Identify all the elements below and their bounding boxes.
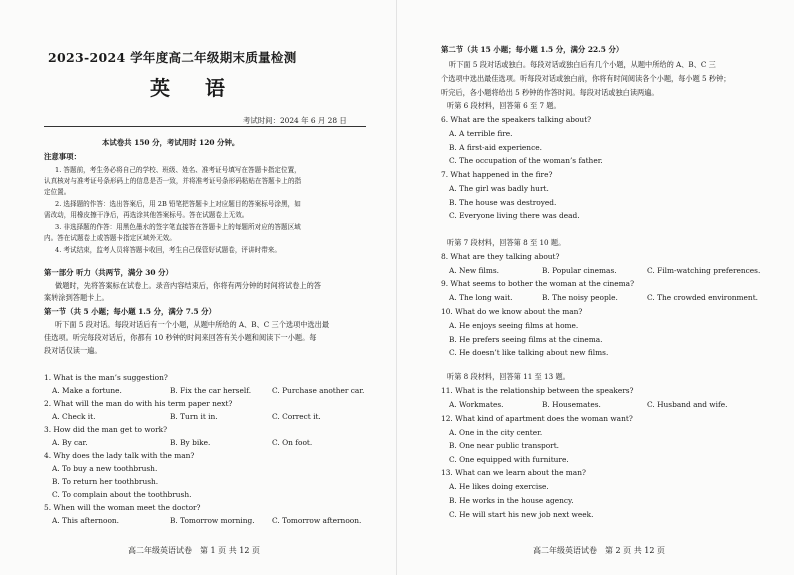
option-a: A. To buy a new toothbrush. xyxy=(52,464,158,473)
option-c: C. Husband and wife. xyxy=(647,400,728,409)
option-c: C. The crowded environment. xyxy=(647,293,759,302)
section2-intro-line: 听下面 5 段对话或独白。每段对话或独白后有几个小题，从题中所给的 A、B、C 三 xyxy=(449,60,716,69)
question-stem: 9. What seems to bother the woman at the cinema? xyxy=(441,279,635,288)
option-c: C. To complain about the toothbrush. xyxy=(52,490,192,499)
material-heading: 听第 8 段材料，回答第 11 至 13 题。 xyxy=(447,372,570,381)
option-c: C. One equipped with furniture. xyxy=(449,455,569,464)
note-line: 2. 选择题的作答：选出答案后，用 2B 铅笔把答题卡上对应题目的答案标号涂黑，如 xyxy=(55,200,301,208)
option-a: A. Make a fortune. xyxy=(52,386,122,395)
note-line: 1. 答题前，考生务必将自己的学校、班级、姓名、准考证号填写在答题卡指定位置， xyxy=(55,166,301,174)
option-b: B. Housemates. xyxy=(542,400,601,409)
question-stem: 6. What are the speakers talking about? xyxy=(441,115,592,124)
option-b: B. The noisy people. xyxy=(542,293,618,302)
option-b: B. Turn it in. xyxy=(170,412,218,421)
option-a: A. He enjoys seeing films at home. xyxy=(449,321,579,330)
option-c: C. Purchase another car. xyxy=(272,386,365,395)
option-c: C. He will start his new job next week. xyxy=(449,510,594,519)
option-a: A. This afternoon. xyxy=(52,516,120,525)
header-divider xyxy=(44,126,366,127)
exam-page-2 xyxy=(397,0,794,575)
option-c: C. Everyone living there was dead. xyxy=(449,211,580,220)
option-c: C. Film-watching preferences. xyxy=(647,266,761,275)
material-heading: 听第 6 段材料，回答第 6 至 7 题。 xyxy=(447,101,561,110)
section1-intro-line: 听下面 5 段对话。每段对话后有一个小题，从题中所给的 A、B、C 三个选项中选出最 xyxy=(55,320,330,329)
page-footer: 高二年级英语试卷 第 2 页 共 12 页 xyxy=(533,546,665,555)
option-a: A. By car. xyxy=(52,438,88,447)
question-stem: 2. What will the man do with his term paper next? xyxy=(44,399,233,408)
option-b: B. He prefers seeing films at the cinema. xyxy=(449,335,603,344)
note-line: 4. 考试结束，监考人员将答题卡收回，考生自己保管好试题卷，评讲时带来。 xyxy=(55,246,281,254)
section2-intro-line: 听完后，各小题将给出 5 秒钟的作答时间。每段对话或独白读两遍。 xyxy=(441,88,659,97)
section1-intro-line: 佳选项。听完每段对话后，你都有 10 秒钟的时间来回答有关小题和阅读下一小题。每 xyxy=(44,333,317,342)
note-line: 认真核对与准考证号条形码上的信息是否一致，并将准考证号条形码粘贴在答题卡上的指 xyxy=(44,177,302,185)
option-a: A. A terrible fire. xyxy=(449,129,513,138)
option-b: B. One near public transport. xyxy=(449,441,560,450)
question-stem: 4. Why does the lady talk with the man? xyxy=(44,451,195,460)
option-b: B. Fix the car herself. xyxy=(170,386,252,395)
note-line: 内。答在试题卷上或答题卡指定区域外无效。 xyxy=(44,234,176,242)
option-b: B. The house was destroyed. xyxy=(449,198,557,207)
question-stem: 8. What are they talking about? xyxy=(441,252,560,261)
exam-time: 考试时间：2024 年 6 月 28 日 xyxy=(243,116,347,125)
question-stem: 10. What do we know about the man? xyxy=(441,307,583,316)
option-b: B. Tomorrow morning. xyxy=(170,516,255,525)
option-b: B. A first-aid experience. xyxy=(449,143,542,152)
notes-heading: 注意事项： xyxy=(44,152,81,161)
section2-heading: 第二节（共 15 小题；每小题 1.5 分，满分 22.5 分） xyxy=(441,45,624,54)
question-stem: 11. What is the relationship between the speakers? xyxy=(441,386,634,395)
question-stem: 13. What can we learn about the man? xyxy=(441,468,586,477)
option-a: A. The girl was badly hurt. xyxy=(449,184,549,193)
note-line: 定位置。 xyxy=(44,188,71,196)
section1-heading: 第一节（共 5 小题；每小题 1.5 分，满分 7.5 分） xyxy=(44,307,216,316)
question-stem: 1. What is the man’s suggestion? xyxy=(44,373,168,382)
section1-intro-line: 段对话仅读一遍。 xyxy=(44,346,102,355)
material-heading: 听第 7 段材料，回答第 8 至 10 题。 xyxy=(447,238,566,247)
option-a: A. The long wait. xyxy=(449,293,513,302)
note-line: 需改动，用橡皮擦干净后，再选涂其他答案标号。答在试题卷上无效。 xyxy=(44,211,249,219)
option-b: B. He works in the house agency. xyxy=(449,496,574,505)
option-b: B. To return her toothbrush. xyxy=(52,477,159,486)
option-c: C. Correct it. xyxy=(272,412,321,421)
question-stem: 12. What kind of apartment does the woman want? xyxy=(441,414,633,423)
option-a: A. He likes doing exercise. xyxy=(449,482,549,491)
option-c: C. Tomorrow afternoon. xyxy=(272,516,362,525)
subject-title: 英 语 xyxy=(150,76,239,100)
option-a: A. One in the city center. xyxy=(449,428,543,437)
option-c: C. He doesn’t like talking about new films. xyxy=(449,348,609,357)
option-a: A. Workmates. xyxy=(449,400,504,409)
part1-intro-line: 做题时，先将答案标在试卷上。录音内容结束后，你将有两分钟的时间将试卷上的答 xyxy=(55,281,321,290)
question-stem: 7. What happened in the fire? xyxy=(441,170,553,179)
page-footer: 高二年级英语试卷 第 1 页 共 12 页 xyxy=(128,546,260,555)
option-a: A. New films. xyxy=(449,266,499,275)
score-time-line: 本试卷共 150 分，考试用时 120 分钟。 xyxy=(102,138,240,147)
option-a: A. Check it. xyxy=(52,412,96,421)
question-stem: 5. When will the woman meet the doctor? xyxy=(44,503,201,512)
section2-intro-line: 个选项中选出最佳选项。听每段对话或独白前，你将有时间阅读各个小题，每小题 5 秒钟； xyxy=(441,74,731,83)
option-b: B. Popular cinemas. xyxy=(542,266,617,275)
option-b: B. By bike. xyxy=(170,438,211,447)
exam-title: 2023-2024 学年度高二年级期末质量检测 xyxy=(48,50,297,65)
question-stem: 3. How did the man get to work? xyxy=(44,425,168,434)
part1-heading: 第一部分 听力（共两节，满分 30 分） xyxy=(44,268,173,277)
part1-intro-line: 案转涂到答题卡上。 xyxy=(44,293,109,302)
option-c: C. The occupation of the woman’s father. xyxy=(449,156,603,165)
option-c: C. On foot. xyxy=(272,438,313,447)
note-line: 3. 非选择题的作答：用黑色墨水的签字笔直接答在答题卡上的每题所对应的答题区域 xyxy=(55,223,301,231)
